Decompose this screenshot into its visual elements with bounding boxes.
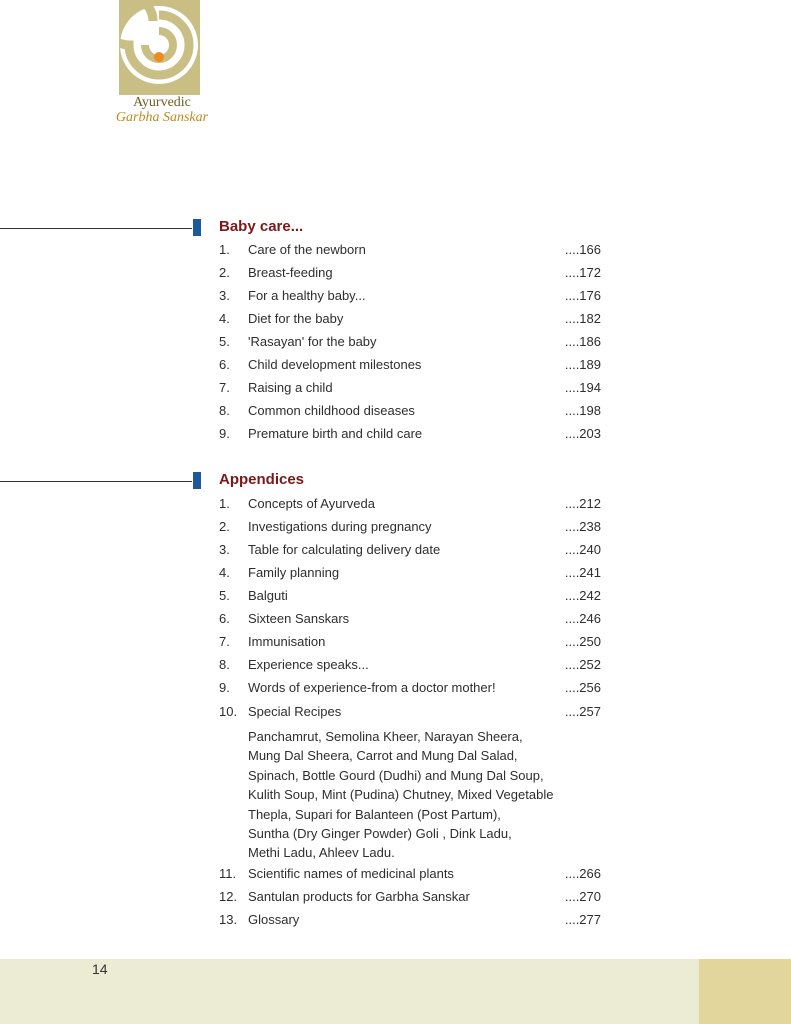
section-title-appendices: Appendices: [219, 471, 305, 488]
toc-entry: [219, 424, 601, 444]
toc-entry: [219, 864, 601, 884]
section-rule: [0, 481, 192, 482]
toc-entry-number: 1.: [219, 242, 230, 257]
recipe-line: Suntha (Dry Ginger Powder) Goli , Dink Ladu,: [248, 826, 512, 842]
toc-entry-page: ....166: [564, 242, 601, 257]
toc-entry-number: 13.: [219, 912, 238, 927]
toc-entry: [219, 378, 601, 398]
toc-entry-title: 'Rasayan' for the baby: [248, 334, 377, 349]
toc-entry-page: ....198: [564, 403, 601, 418]
recipe-line: Methi Ladu, Ahleev Ladu.: [248, 845, 395, 861]
toc-entry: [219, 494, 601, 514]
toc-entry-number: 6.: [219, 357, 230, 372]
section-marker: [193, 472, 201, 489]
toc-entry-page: ....212: [564, 496, 601, 511]
toc-entry-number: 5.: [219, 588, 230, 603]
toc-entry-title: Experience speaks...: [248, 657, 369, 672]
toc-entry-title: Concepts of Ayurveda: [248, 496, 375, 511]
toc-entry-number: 3.: [219, 288, 230, 303]
toc-entry-page: ....186: [564, 334, 601, 349]
toc-entry-page: ....194: [564, 380, 601, 395]
toc-entry-title: Balguti: [248, 588, 288, 603]
toc-entry: [219, 563, 601, 583]
toc-entry-title: Scientific names of medicinal plants: [248, 866, 454, 881]
toc-entry-page: ....257: [564, 704, 601, 719]
toc-entry-number: 9.: [219, 680, 230, 695]
section-title-baby-care: Baby care...: [219, 218, 304, 235]
toc-entry-page: ....246: [564, 611, 601, 626]
toc-entry-page: ....203: [564, 426, 601, 441]
toc-entry-title: Immunisation: [248, 634, 326, 649]
toc-entry-number: 7.: [219, 380, 230, 395]
toc-entry-page: ....277: [564, 912, 601, 927]
toc-entry-number: 7.: [219, 634, 230, 649]
toc-entry-title: Table for calculating delivery date: [248, 542, 441, 557]
toc-entry-number: 3.: [219, 542, 230, 557]
toc-entry-number: 11.: [219, 866, 237, 881]
toc-entry-number: 2.: [219, 519, 230, 534]
recipe-line: Spinach, Bottle Gourd (Dudhi) and Mung Dal Soup,: [248, 767, 544, 783]
toc-entry-number: 10.: [219, 704, 238, 719]
toc-entry-number: 9.: [219, 426, 230, 441]
toc-entry: [219, 517, 601, 537]
toc-entry: [219, 887, 601, 907]
toc-entry: [219, 332, 601, 352]
toc-entry-title: Common childhood diseases: [248, 403, 415, 418]
toc-entry-title: Diet for the baby: [248, 311, 344, 326]
toc-entry-title: Special Recipes: [248, 704, 342, 719]
toc-entry-number: 4.: [219, 311, 230, 326]
toc-entry-page: ....238: [564, 519, 601, 534]
toc-entry: [219, 309, 601, 329]
spiral-icon: [119, 0, 200, 95]
recipe-line: Mung Dal Sheera, Carrot and Mung Dal Salad,: [248, 748, 518, 764]
toc-entry-title: Raising a child: [248, 380, 333, 395]
toc-entry: [219, 702, 601, 722]
special-recipes-detail: [248, 727, 588, 863]
toc-entry-title: Family planning: [248, 565, 340, 580]
toc-entry-title: Care of the newborn: [248, 242, 366, 257]
toc-entry: [219, 632, 601, 652]
toc-entry-page: ....266: [564, 866, 601, 881]
toc-entry: [219, 401, 601, 421]
logo-line-1: Ayurvedic: [133, 95, 191, 110]
toc-entry-title: Child development milestones: [248, 357, 422, 372]
toc-entry-number: 2.: [219, 265, 230, 280]
toc-entry-title: Glossary: [248, 912, 300, 927]
toc-entry-page: ....240: [564, 542, 601, 557]
toc-entry-page: ....250: [564, 634, 601, 649]
toc-entry: [219, 286, 601, 306]
toc-entry-title: Breast-feeding: [248, 265, 333, 280]
toc-entry: [219, 655, 601, 675]
toc-entry-page: ....270: [564, 889, 601, 904]
toc-entry-title: Investigations during pregnancy: [248, 519, 432, 534]
page-number: 14: [92, 961, 108, 977]
toc-entry-title: For a healthy baby...: [248, 288, 366, 303]
toc-entry: [219, 540, 601, 560]
toc-entry-number: 12.: [219, 889, 238, 904]
recipe-line: Thepla, Supari for Balanteen (Post Partum),: [248, 806, 501, 822]
toc-entry-title: Sixteen Sanskars: [248, 611, 350, 626]
toc-entry-page: ....256: [564, 680, 601, 695]
toc-entry-number: 4.: [219, 565, 230, 580]
toc-entry-page: ....182: [564, 311, 601, 326]
toc-entry: [219, 355, 601, 375]
toc-entry-page: ....241: [564, 565, 601, 580]
logo-line-2: Garbha Sanskar: [115, 110, 209, 125]
toc-entry: [219, 678, 601, 698]
toc-entry-title: Santulan products for Garbha Sanskar: [248, 889, 470, 904]
toc-entry: [219, 240, 601, 260]
toc-entry-number: 5.: [219, 334, 230, 349]
toc-entry: [219, 586, 601, 606]
toc-entry: [219, 609, 601, 629]
logo-mark: [119, 0, 200, 95]
toc-entry-number: 6.: [219, 611, 230, 626]
toc-entry-page: ....242: [564, 588, 601, 603]
recipe-line: Kulith Soup, Mint (Pudina) Chutney, Mixed Vegetable: [248, 787, 554, 803]
toc-entry-number: 8.: [219, 657, 230, 672]
toc-entry-page: ....176: [564, 288, 601, 303]
section-marker: [193, 219, 201, 236]
toc-entry-page: ....172: [564, 265, 601, 280]
toc-entry-page: ....189: [564, 357, 601, 372]
toc-entry-page: ....252: [564, 657, 601, 672]
toc-entry: [219, 910, 601, 930]
toc-entry-number: 8.: [219, 403, 230, 418]
toc-entry: [219, 263, 601, 283]
toc-entry-title: Words of experience-from a doctor mother!: [248, 680, 496, 695]
toc-entry-number: 1.: [219, 496, 230, 511]
section-rule: [0, 228, 192, 229]
toc-entry-title: Premature birth and child care: [248, 426, 423, 441]
recipe-line: Panchamrut, Semolina Kheer, Narayan Sheera,: [248, 729, 523, 744]
orange-dot-icon: [154, 52, 164, 62]
footer-corner-block: [699, 959, 791, 1024]
logo-text: [112, 95, 212, 126]
